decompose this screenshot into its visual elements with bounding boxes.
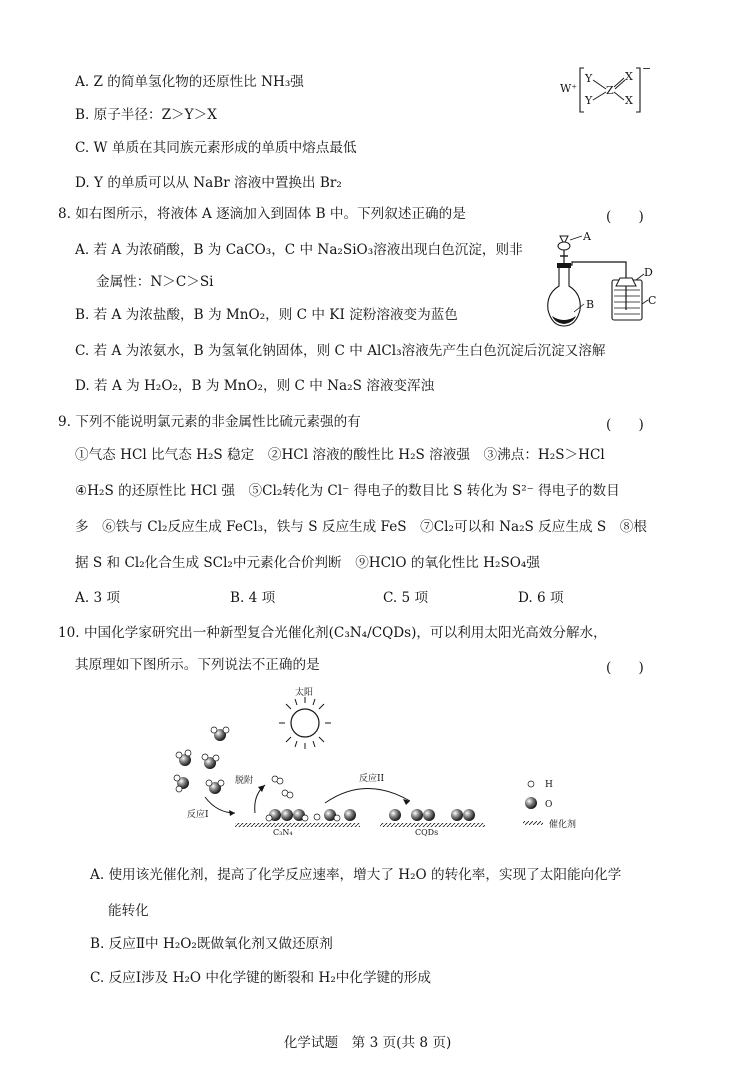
q7-charge: − xyxy=(642,62,652,75)
q9-answer-paren: ( ) xyxy=(606,417,644,433)
desorb-label: 脱附 xyxy=(235,776,254,786)
q9-statement-line3: 多 ⑥铁与 Cl₂反应生成 FeCl₃，铁与 S 反应生成 FeS ⑦Cl₂可以和 Na₂S 反应生成 S ⑧根 xyxy=(75,519,647,535)
q8-option-a-line2: 金属性：N＞C＞Si xyxy=(96,274,214,290)
q10-photocatalysis-diagram xyxy=(165,685,625,835)
label-a: A xyxy=(583,230,591,243)
c3n4-label: C₃N₄ xyxy=(273,828,293,837)
q10-option-c: C. 反应Ⅰ涉及 H₂O 中化学键的断裂和 H₂中化学键的形成 xyxy=(90,970,431,986)
q10-option-a-line2: 能转化 xyxy=(108,903,149,919)
label-c: C xyxy=(648,294,657,307)
q7-structure-figure xyxy=(560,60,660,120)
sun-icon xyxy=(279,697,331,749)
q9-choice-c: C. 5 项 xyxy=(383,590,429,606)
legend-h: H xyxy=(545,780,553,790)
page-footer: 化学试题 第 3 页(共 8 页) xyxy=(283,1035,452,1051)
q8-option-c: C. 若 A 为浓氨水，B 为氢氧化钠固体，则 C 中 AlCl₃溶液先产生白色沉淀后沉淀又溶解 xyxy=(75,343,606,359)
q9-choice-a: A. 3 项 xyxy=(75,590,121,606)
legend-catalyst: 催化剂 xyxy=(549,820,577,830)
q9-statement-line4: 据 S 和 Cl₂化合生成 SCl₂中元素化合价判断 ⑨HClO 的氧化性比 H₂SO₄强 xyxy=(75,555,540,571)
q9-stem: 9. 下列不能说明氯元素的非金属性比硫元素强的有 xyxy=(58,414,361,430)
water-molecules-group xyxy=(174,727,229,794)
q9-statement-line2: ④H₂S 的还原性比 HCl 强 ⑤Cl₂转化为 Cl⁻ 得电子的数目比 S 转化为 S²⁻ 得电子的数目 xyxy=(75,483,620,499)
q7-option-d: D. Y 的单质可以从 NaBr 溶液中置换出 Br₂ xyxy=(75,175,342,191)
diagram-legend xyxy=(523,780,576,830)
q7-z: Z xyxy=(606,84,614,97)
q10-option-b: B. 反应Ⅱ中 H₂O₂既做氧化剂又做还原剂 xyxy=(90,936,333,952)
q8-stem: 8. 如右图所示，将液体 A 逐滴加入到固体 B 中。下列叙述正确的是 xyxy=(58,206,466,222)
q7-x2: X xyxy=(625,94,633,107)
label-b: B xyxy=(586,298,595,311)
q10-answer-paren: ( ) xyxy=(606,660,644,676)
q9-statement-line1: ①气态 HCl 比气态 H₂S 稳定 ②HCl 溶液的酸性比 H₂S 溶液强 ③沸点：H₂S＞HCl xyxy=(75,447,605,463)
q7-option-c: C. W 单质在其同族元素形成的单质中熔点最低 xyxy=(75,140,357,156)
q7-y2: Y xyxy=(585,94,593,107)
q7-option-a: A. Z 的简单氢化物的还原性比 NH₃强 xyxy=(75,74,304,90)
legend-o: O xyxy=(545,800,553,810)
q8-option-a-line1: A. 若 A 为浓硝酸，B 为 CaCO₃，C 中 Na₂SiO₃溶液出现白色沉淀，则非 xyxy=(75,242,523,258)
sun-label: 太阳 xyxy=(295,688,314,698)
q8-option-d: D. 若 A 为 H₂O₂，B 为 MnO₂，则 C 中 Na₂S 溶液变浑浊 xyxy=(75,378,435,394)
q10-stem-line1: 10. 中国化学家研究出一种新型复合光催化剂(C₃N₄/CQDs)，可以利用太阳光高效分解水， xyxy=(58,625,607,641)
q7-option-b: B. 原子半径：Z＞Y＞X xyxy=(75,107,217,123)
q9-choice-d: D. 6 项 xyxy=(518,590,564,606)
label-d: D xyxy=(644,266,653,279)
q9-choice-b: B. 4 项 xyxy=(230,590,276,606)
q8-apparatus-figure xyxy=(540,228,670,333)
q7-cation: W⁺ xyxy=(560,82,578,95)
q10-stem-line2: 其原理如下图所示。下列说法不正确的是 xyxy=(75,657,320,673)
reaction1-label: 反应I xyxy=(187,810,209,820)
q7-y1: Y xyxy=(585,72,593,85)
q10-option-a-line1: A. 使用该光催化剂，提高了化学反应速率，增大了 H₂O 的转化率，实现了太阳能向化学 xyxy=(90,867,622,883)
q8-answer-paren: ( ) xyxy=(606,209,644,225)
q7-x1: X xyxy=(625,70,633,83)
reaction2-label: 反应II xyxy=(359,774,385,784)
q8-option-b: B. 若 A 为浓盐酸，B 为 MnO₂，则 C 中 KI 淀粉溶液变为蓝色 xyxy=(75,307,458,323)
cqds-label: CQDs xyxy=(415,828,439,837)
